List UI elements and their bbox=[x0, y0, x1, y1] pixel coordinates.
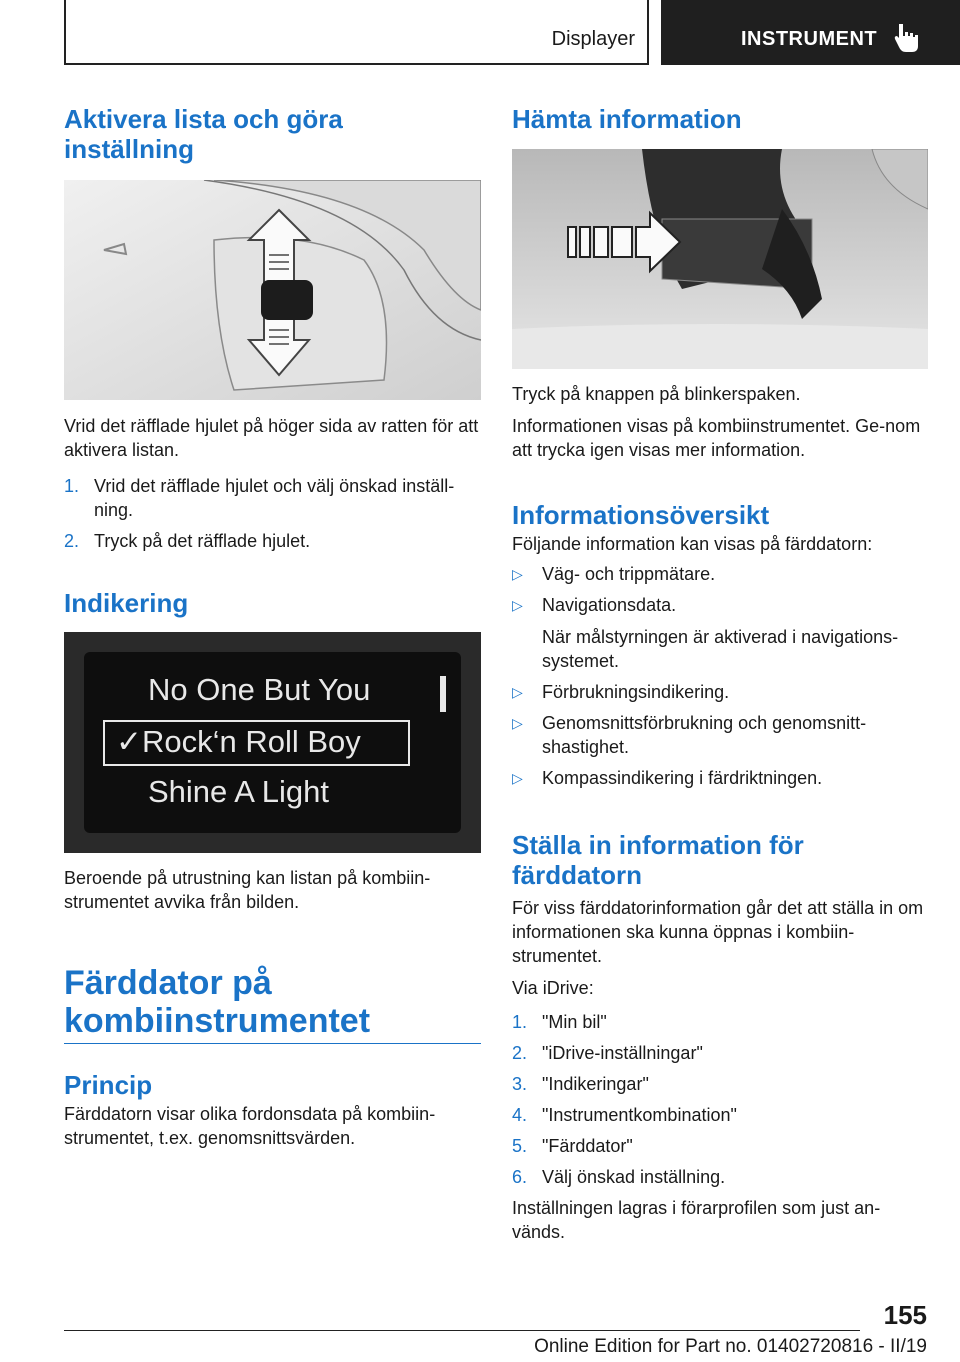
list-item: 4. "Instrumentkombination" bbox=[512, 1105, 737, 1125]
list-item: ▷ Förbrukningsindikering. bbox=[512, 682, 730, 702]
turn-signal-lever-illustration bbox=[512, 149, 928, 369]
fetch-description: Informationen visas på kombiinstrumentet. Ge-nom att trycka igen visas mer information. bbox=[512, 416, 921, 460]
idrive-steps-list bbox=[512, 1010, 928, 1189]
steering-wheel-illustration bbox=[64, 180, 481, 400]
display-list-figure bbox=[64, 632, 481, 853]
heading-info-overview: Informationsöversikt bbox=[512, 500, 770, 530]
display-list-item: ✓Rock‘n Roll Boy bbox=[116, 724, 361, 759]
list-item: 6. Välj önskad inställning. bbox=[512, 1167, 726, 1187]
pointing-hand-icon bbox=[893, 22, 923, 54]
list-item bbox=[64, 529, 481, 553]
display-list-item: No One But You bbox=[148, 672, 371, 707]
saved-note: Inställningen lagras i förarprofilen som just an-vänds. bbox=[512, 1198, 881, 1242]
triangle-bullet-icon: ▷ bbox=[512, 566, 523, 582]
steering-wheel-figure bbox=[64, 180, 481, 400]
step-text: Vrid det räfflade hjulet och välj önskad inställ-ning. bbox=[94, 476, 455, 520]
heading-trip-computer: Färddator på kombiinstrumentet bbox=[64, 964, 371, 1040]
list-item: 1. "Min bil" bbox=[512, 1012, 607, 1032]
triangle-bullet-icon: ▷ bbox=[512, 597, 523, 613]
fetch-instruction: Tryck på knappen på blinkerspaken. bbox=[512, 384, 801, 404]
indikering-description: Beroende på utrustning kan listan på kombiin-strumentet avvika från bilden. bbox=[64, 868, 431, 912]
activate-description: Vrid det räfflade hjulet på höger sida av ratten för att aktivera listan. bbox=[64, 416, 479, 460]
overview-intro: Följande information kan visas på färddatorn: bbox=[512, 534, 873, 554]
activate-steps-list bbox=[64, 474, 481, 553]
list-item-note: När målstyrningen är aktiverad i navigations-systemet. bbox=[542, 627, 899, 671]
princip-description: Färddatorn visar olika fordonsdata på kombiin-strumentet, t.ex. genomsnittsvärden. bbox=[64, 1104, 436, 1148]
heading-princip: Princip bbox=[64, 1070, 153, 1100]
footer-edition: Online Edition for Part no. 01402720816 - II/19 bbox=[534, 1336, 927, 1357]
heading-activate-list: Aktivera lista och göra inställning bbox=[64, 104, 343, 164]
display-scrollbar bbox=[440, 676, 446, 712]
heading-set-trip-info: Ställa in information för färddatorn bbox=[512, 830, 804, 890]
list-item: ▷ Kompassindikering i färdriktningen. bbox=[512, 768, 823, 788]
display-list-item: Shine A Light bbox=[148, 774, 329, 809]
step-number: 1. bbox=[64, 476, 80, 496]
list-item: 3. "Indikeringar" bbox=[512, 1074, 649, 1094]
header-section-box bbox=[64, 0, 649, 65]
turn-signal-lever-figure bbox=[512, 149, 928, 369]
display-screen bbox=[84, 652, 461, 833]
page-number: 155 bbox=[883, 1300, 927, 1330]
heading-fetch-info: Hämta information bbox=[512, 104, 742, 134]
set-description: För viss färddatorinformation går det att ställa in om informationen ska kunna öppnas i kombiin-strumentet. bbox=[512, 898, 924, 966]
overview-list bbox=[512, 562, 928, 790]
header-chapter-box bbox=[661, 0, 960, 65]
step-text: Tryck på det räfflade hjulet. bbox=[94, 531, 311, 551]
list-item: 5. "Färddator" bbox=[512, 1136, 633, 1156]
list-item: ▷ Navigationsdata. När målstyrningen är aktiverad i navigations-systemet. bbox=[512, 593, 928, 673]
triangle-bullet-icon: ▷ bbox=[512, 684, 523, 700]
triangle-bullet-icon: ▷ bbox=[512, 770, 523, 786]
step-number: 2. bbox=[64, 531, 80, 551]
header-chapter-title: INSTRUMENT bbox=[741, 28, 878, 50]
list-item: ▷ Genomsnittsförbrukning och genomsnitt-shastighet. bbox=[512, 713, 867, 757]
list-item bbox=[64, 474, 481, 522]
list-item: 2. "iDrive-inställningar" bbox=[512, 1043, 703, 1063]
list-item: ▷ Väg- och trippmätare. bbox=[512, 564, 716, 584]
triangle-bullet-icon: ▷ bbox=[512, 715, 523, 731]
heading-indikering: Indikering bbox=[64, 588, 189, 618]
header-section-title: Displayer bbox=[551, 28, 635, 50]
section-divider bbox=[64, 1043, 481, 1044]
via-idrive: Via iDrive: bbox=[512, 978, 594, 998]
footer-rule bbox=[64, 1330, 860, 1331]
